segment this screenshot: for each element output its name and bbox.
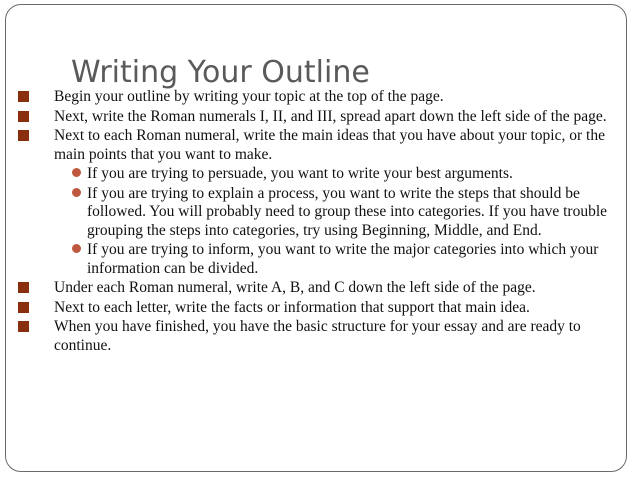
bullet-text: Begin your outline by writing your topic at the top of the page. [54,88,444,105]
bullet-text: Next to each letter, write the facts or information that support that main idea. [54,298,530,316]
square-bullet-icon [18,281,32,295]
bullet-item-4 [18,279,610,298]
bullet-text: Next, write the Roman numerals I, II, and III, spread apart down the left side of the page. [54,107,607,125]
bullet-item-2 [18,108,610,127]
square-bullet-icon [18,129,32,143]
bullet-item-6 [18,318,610,355]
sub-bullet-item-3 [18,241,610,278]
sub-bullet-text: If you are trying to persuade, you want to write your best arguments. [87,165,513,182]
sub-bullet-item-1 [18,165,610,184]
bullet-item-5 [18,299,610,318]
bullet-text: Under each Roman numeral, write A, B, and C down the left side of the page. [54,279,536,296]
bullet-text: Next to each Roman numeral, write the main ideas that you have about your topic, or the main points that you want to make. [54,127,605,163]
round-bullet-icon [72,187,81,201]
square-bullet-icon [18,90,32,104]
bullet-item-3 [18,127,610,164]
sub-bullet-text: If you are trying to explain a process, you want to write the steps that should be followed. You will probably need to group these into categories. If you have trouble grouping the steps into categories, try using Beginning, Middle, and End. [87,184,607,239]
bullet-item-1 [18,88,610,107]
slide-title: Writing Your Outline [71,55,370,90]
square-bullet-icon [18,301,32,315]
round-bullet-icon [72,243,81,257]
square-bullet-icon [18,320,32,334]
sub-bullet-text: If you are trying to inform, you want to write the major categories into which your information can be divided. [87,241,599,277]
round-bullet-icon [72,167,81,181]
sub-bullet-item-2 [18,185,610,241]
bullet-text: When you have finished, you have the basic structure for your essay and are ready to continue. [54,318,581,354]
bullet-list [18,88,610,356]
square-bullet-icon [18,110,32,124]
